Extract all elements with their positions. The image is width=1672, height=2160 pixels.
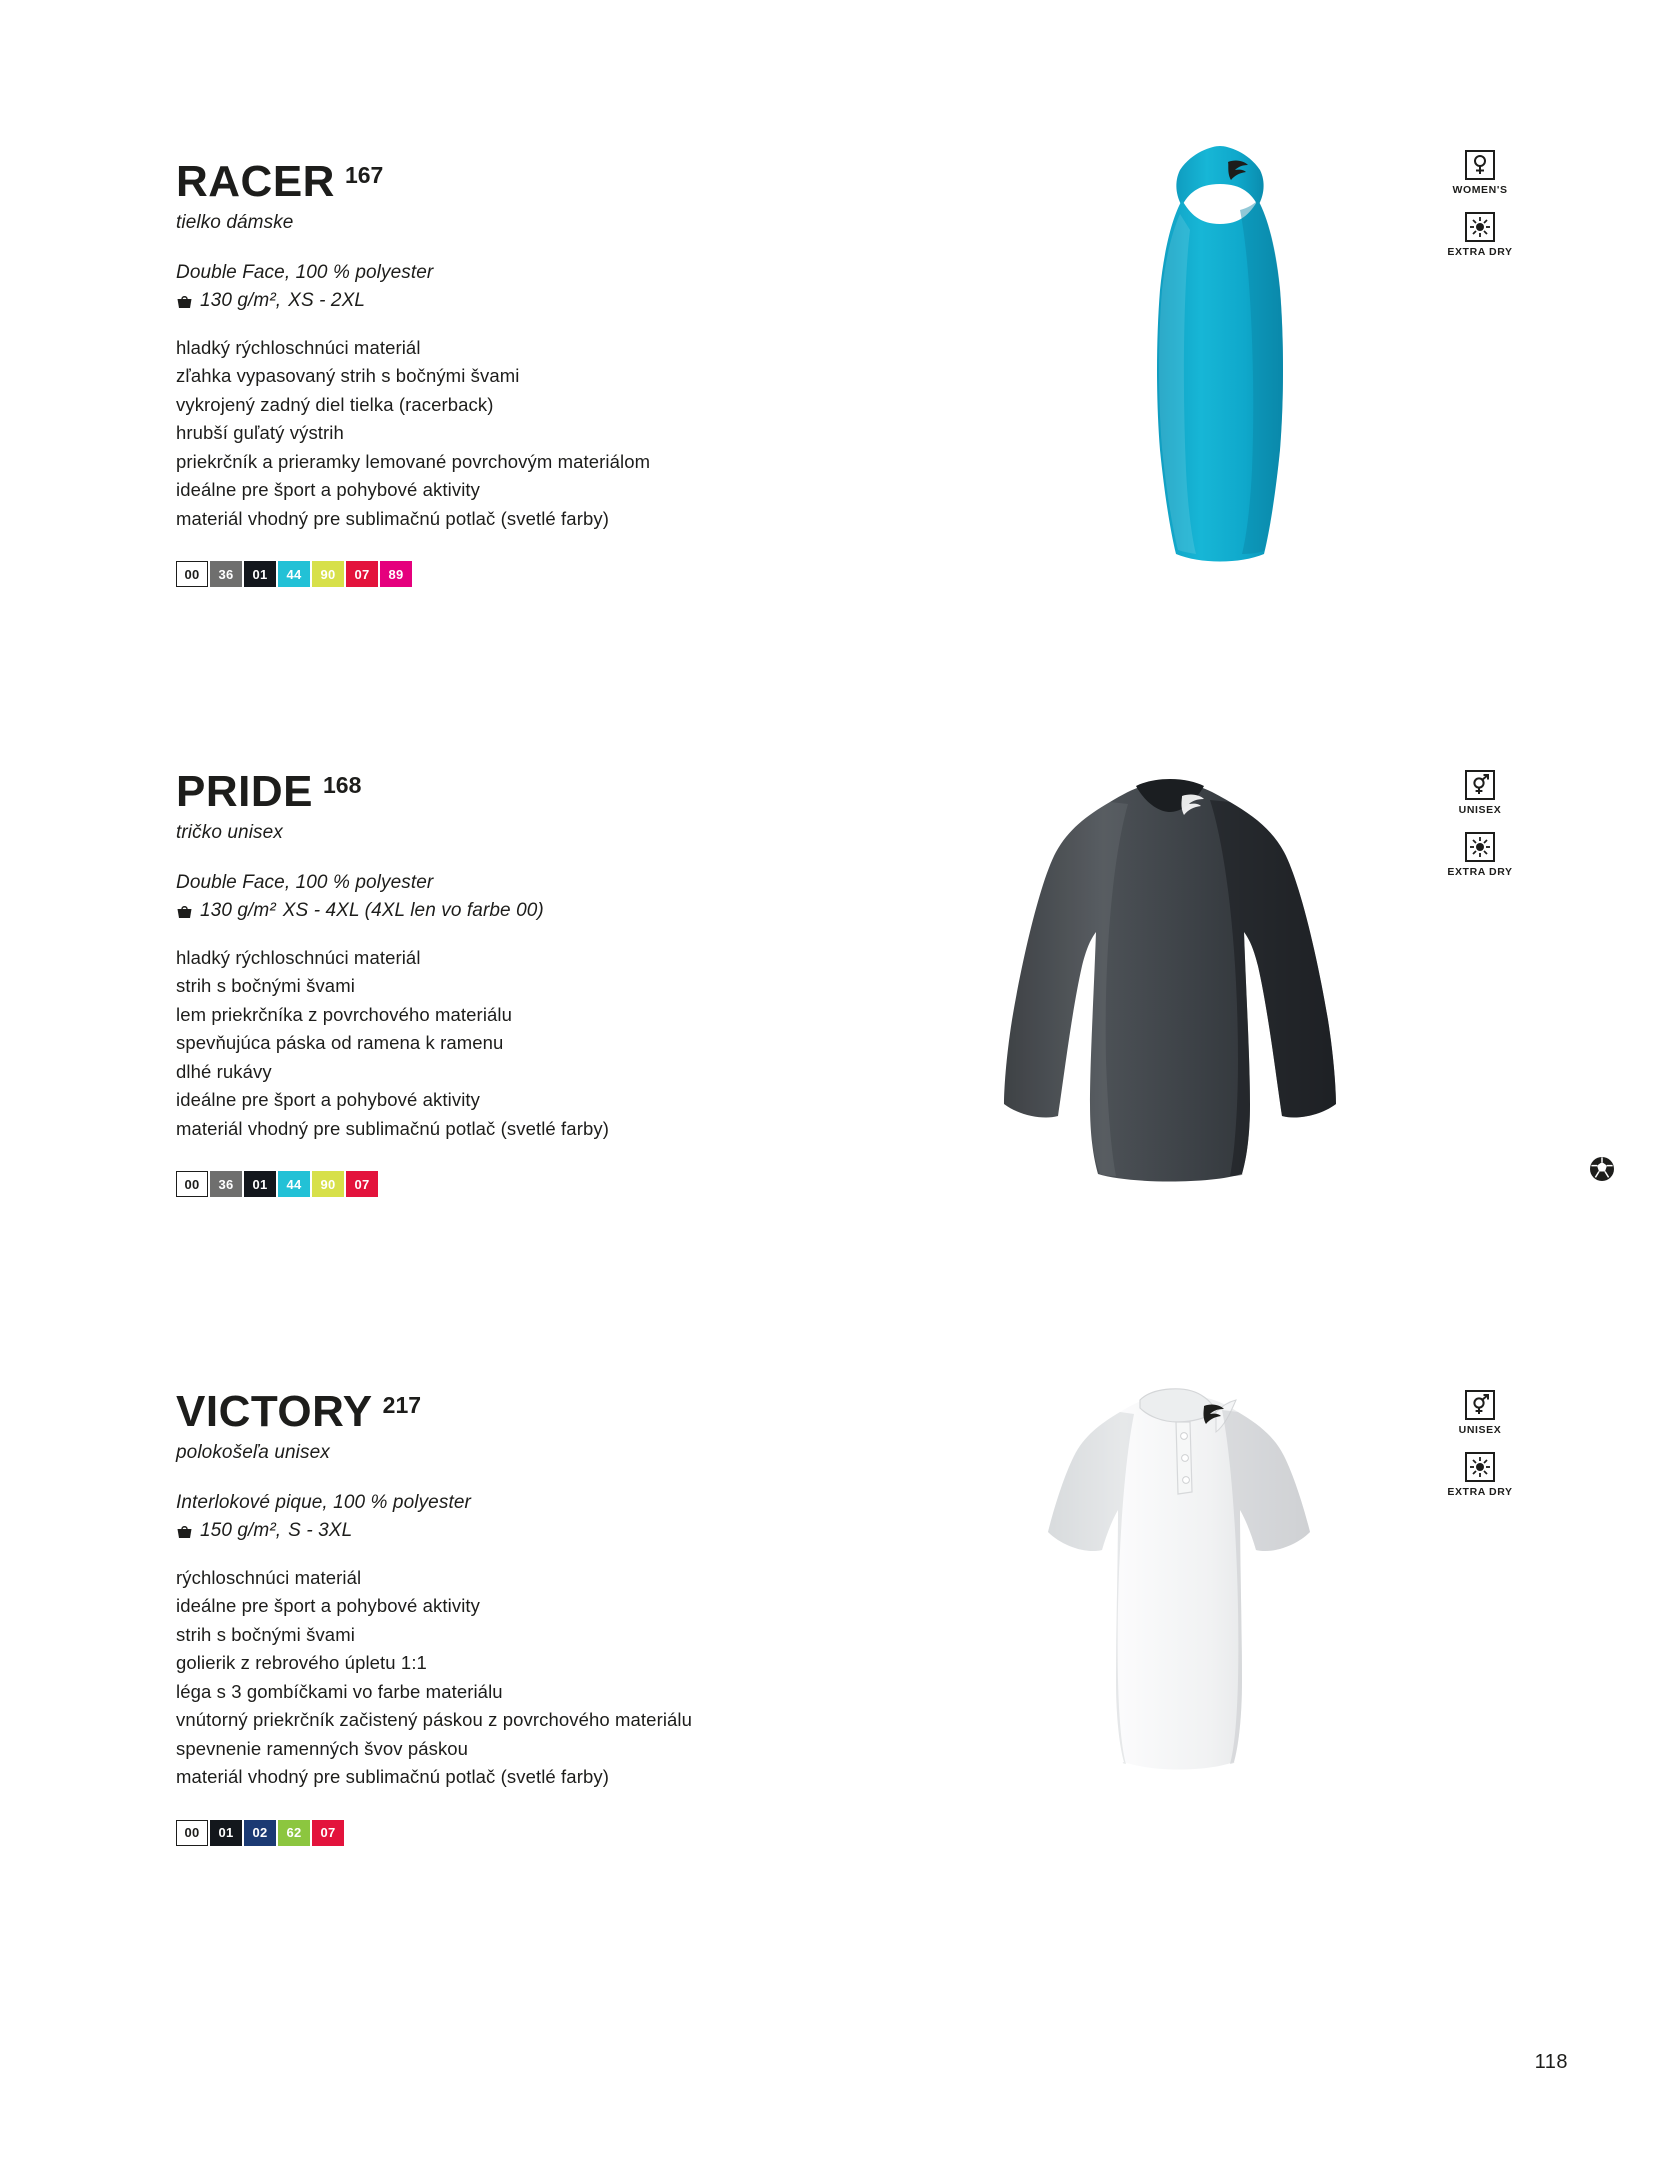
feature-item: vykrojený zadný diel tielka (racerback) xyxy=(176,393,494,415)
feature-item: spevňujúca páska od ramena k ramenu xyxy=(176,1032,504,1054)
color-swatch[interactable] xyxy=(278,1820,310,1846)
football-icon xyxy=(1588,1155,1616,1183)
pictogram-label: EXTRA DRY xyxy=(1447,246,1513,258)
feature-item: léga s 3 gombíčkami vo farbe materiálu xyxy=(176,1680,503,1702)
weight-icon xyxy=(176,904,193,919)
extra-dry-icon xyxy=(1465,1452,1495,1482)
product-title-row xyxy=(176,1387,796,1436)
color-code: 62 xyxy=(286,1825,302,1841)
color-swatch[interactable] xyxy=(346,561,378,587)
product-sizes: XS - 2XL xyxy=(288,290,366,311)
feature-item: strih s bočnými švami xyxy=(176,1623,355,1645)
unisex-icon xyxy=(1465,1390,1495,1420)
product-material: Double Face, 100 % polyester xyxy=(176,262,434,283)
weight-icon xyxy=(176,294,193,309)
product-weight-row xyxy=(176,900,796,922)
color-swatch[interactable] xyxy=(210,561,242,587)
color-swatch[interactable] xyxy=(176,561,208,587)
color-code: 90 xyxy=(320,1176,336,1192)
color-swatch[interactable] xyxy=(244,1820,276,1846)
feature-item: golierik z rebrového úpletu 1:1 xyxy=(176,1652,427,1674)
color-code: 02 xyxy=(252,1825,268,1841)
product-material: Double Face, 100 % polyester xyxy=(176,872,434,893)
product-code: 168 xyxy=(322,772,362,798)
product-sizes: XS - 4XL (4XL len vo farbe 00) xyxy=(282,900,544,921)
feature-item: ideálne pre šport a pohybové aktivity xyxy=(176,1089,480,1111)
color-swatch[interactable] xyxy=(346,1171,378,1197)
pictogram-label: EXTRA DRY xyxy=(1447,866,1513,878)
color-swatch[interactable] xyxy=(278,1171,310,1197)
product-weight: 130 g/m², xyxy=(200,290,282,311)
pictogram-label: UNISEX xyxy=(1458,804,1502,816)
product-features xyxy=(176,1564,796,1792)
feature-item: materiál vhodný pre sublimačnú potlač (svetlé farby) xyxy=(176,507,609,529)
pictogram-extra-dry xyxy=(1420,1452,1540,1498)
extra-dry-icon xyxy=(1465,832,1495,862)
product-features xyxy=(176,334,796,533)
feature-item: hrubší guľatý výstrih xyxy=(176,422,344,444)
color-swatch[interactable] xyxy=(312,1820,344,1846)
product-subtitle: tričko unisex xyxy=(176,822,283,843)
color-swatch[interactable] xyxy=(380,561,412,587)
color-swatch[interactable] xyxy=(210,1171,242,1197)
product-subtitle: polokošeľa unisex xyxy=(176,1442,330,1463)
feature-item: priekrčník a prieramky lemované povrchovým materiálom xyxy=(176,450,651,472)
product-features xyxy=(176,944,796,1143)
color-swatch-list xyxy=(176,1820,796,1846)
color-code: 01 xyxy=(252,566,268,582)
product-title-row xyxy=(176,157,796,206)
feature-item: rýchloschnúci materiál xyxy=(176,1567,362,1588)
product-title-row xyxy=(176,767,796,816)
product-weight-row xyxy=(176,290,796,312)
product-weight: 150 g/m², xyxy=(200,1520,282,1541)
pictogram-unisex xyxy=(1420,1390,1540,1436)
color-code: 00 xyxy=(184,1176,200,1192)
color-code: 07 xyxy=(320,1825,336,1841)
color-swatch[interactable] xyxy=(210,1820,242,1846)
product-code: 167 xyxy=(344,162,384,188)
pictogram-extra-dry xyxy=(1420,832,1540,878)
pictogram-group xyxy=(1420,1390,1540,1514)
color-code: 36 xyxy=(218,1176,234,1192)
extra-dry-icon xyxy=(1465,212,1495,242)
feature-item: ideálne pre šport a pohybové aktivity xyxy=(176,1595,480,1617)
feature-item: hladký rýchloschnúci materiál xyxy=(176,947,421,968)
pictogram-label: UNISEX xyxy=(1458,1424,1502,1436)
pictogram-womens xyxy=(1420,150,1540,196)
womens-icon xyxy=(1465,150,1495,180)
feature-item: materiál vhodný pre sublimačnú potlač (svetlé farby) xyxy=(176,1117,609,1139)
color-code: 07 xyxy=(354,1176,370,1192)
page-number: 118 xyxy=(1534,2051,1568,2073)
color-code: 00 xyxy=(184,566,200,582)
color-code: 01 xyxy=(218,1825,234,1841)
color-swatch[interactable] xyxy=(176,1820,208,1846)
product-weight-row xyxy=(176,1520,796,1542)
product-name: PRIDE xyxy=(176,767,313,816)
product-material: Interlokové pique, 100 % polyester xyxy=(176,1492,471,1513)
color-code: 36 xyxy=(218,566,234,582)
color-code: 00 xyxy=(184,1825,200,1841)
unisex-icon xyxy=(1465,770,1495,800)
feature-item: hladký rýchloschnúci materiál xyxy=(176,337,421,358)
product-photo-racer xyxy=(1060,140,1380,620)
pictogram-label: EXTRA DRY xyxy=(1447,1486,1513,1498)
product-name: VICTORY xyxy=(176,1387,373,1436)
feature-item: spevnenie ramenných švov páskou xyxy=(176,1737,469,1759)
feature-item: zľahka vypasovaný strih s bočnými švami xyxy=(176,365,520,387)
feature-item: dlhé rukávy xyxy=(176,1060,272,1082)
pictogram-unisex xyxy=(1420,770,1540,816)
pictogram-group xyxy=(1420,150,1540,274)
pictogram-label: WOMEN'S xyxy=(1452,184,1508,196)
product-info xyxy=(176,1387,796,1846)
color-code: 44 xyxy=(286,566,302,582)
pictogram-extra-dry xyxy=(1420,212,1540,258)
color-swatch[interactable] xyxy=(312,1171,344,1197)
color-swatch[interactable] xyxy=(244,561,276,587)
feature-item: lem priekrčníka z povrchového materiálu xyxy=(176,1003,513,1025)
pictogram-group xyxy=(1420,770,1540,894)
feature-item: materiál vhodný pre sublimačnú potlač (svetlé farby) xyxy=(176,1766,609,1788)
color-code: 44 xyxy=(286,1176,302,1192)
color-swatch[interactable] xyxy=(244,1171,276,1197)
color-swatch[interactable] xyxy=(312,561,344,587)
product-sizes: S - 3XL xyxy=(288,1520,353,1541)
product-weight: 130 g/m² xyxy=(200,900,276,921)
feature-item: ideálne pre šport a pohybové aktivity xyxy=(176,479,480,501)
product-info xyxy=(176,157,796,587)
color-code: 89 xyxy=(388,566,404,582)
product-name: RACER xyxy=(176,157,335,206)
color-code: 01 xyxy=(252,1176,268,1192)
feature-item: vnútorný priekrčník začistený páskou z povrchového materiálu xyxy=(176,1709,693,1731)
color-code: 07 xyxy=(354,566,370,582)
product-photo-victory xyxy=(1000,1370,1340,1820)
color-swatch[interactable] xyxy=(278,561,310,587)
product-subtitle: tielko dámske xyxy=(176,212,294,233)
feature-item: strih s bočnými švami xyxy=(176,975,355,997)
weight-icon xyxy=(176,1524,193,1539)
product-photo-pride xyxy=(960,760,1380,1240)
color-swatch-list xyxy=(176,561,796,587)
product-code: 217 xyxy=(382,1392,422,1418)
color-swatch[interactable] xyxy=(176,1171,208,1197)
product-info xyxy=(176,767,796,1197)
color-code: 90 xyxy=(320,566,336,582)
color-swatch-list xyxy=(176,1171,796,1197)
